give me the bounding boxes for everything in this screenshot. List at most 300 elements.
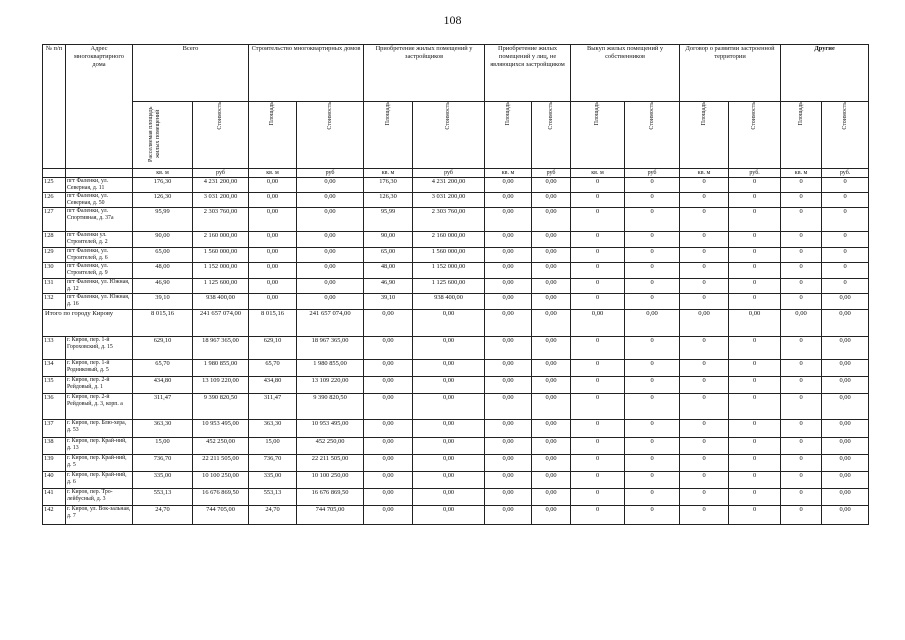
header-subcolumn	[729, 102, 781, 169]
row-value: 0	[625, 232, 680, 248]
row-value: 0,00	[729, 310, 781, 337]
row-value: 0	[571, 248, 625, 263]
table-row	[43, 279, 869, 294]
row-value: 0	[781, 232, 822, 248]
row-value: 24,70	[133, 506, 193, 525]
row-address: г. Киров, ул. Вок-зальная, д. 7	[66, 506, 133, 525]
row-value: 0,00	[532, 438, 571, 455]
row-address: пгт Фаленки, ул. Северная, д. 50	[66, 193, 133, 208]
row-value: 0	[729, 193, 781, 208]
row-value: 0	[571, 438, 625, 455]
row-value: 0	[729, 420, 781, 438]
table-row	[43, 208, 869, 232]
row-value: 0,00	[532, 294, 571, 310]
row-value: 4 231 200,00	[193, 178, 249, 193]
row-value: 0,00	[532, 310, 571, 337]
row-value: 363,30	[133, 420, 193, 438]
row-value: 39,10	[133, 294, 193, 310]
row-value: 13 109 220,00	[297, 377, 364, 394]
header-subcolumn-label: Площадь	[384, 102, 391, 126]
unit-label: руб.	[822, 169, 869, 178]
row-address: г. Киров, пер. Край-ний, д. 6	[66, 472, 133, 489]
header-subcolumn-label: Стоимость	[751, 102, 758, 130]
units-blank	[66, 169, 133, 178]
row-number: 140	[43, 472, 66, 489]
row-value: 0	[822, 263, 869, 279]
header-group: Строительство многоквартирных домов	[249, 45, 364, 102]
row-value: 10 953 495,00	[297, 420, 364, 438]
row-value: 0,00	[249, 279, 297, 294]
row-number: 134	[43, 360, 66, 377]
row-value: 736,70	[133, 455, 193, 472]
row-value: 553,13	[249, 489, 297, 506]
row-value: 0	[729, 506, 781, 525]
row-value: 0	[571, 232, 625, 248]
row-value: 1 125 600,00	[413, 279, 485, 294]
header-subcolumn-label: Площадь	[700, 102, 707, 126]
row-value: 0,00	[364, 310, 413, 337]
row-value: 0	[729, 455, 781, 472]
row-value: 0,00	[485, 438, 532, 455]
row-value: 0,00	[485, 279, 532, 294]
row-value: 0	[680, 489, 729, 506]
row-value: 311,47	[249, 394, 297, 420]
row-value: 8 015,16	[133, 310, 193, 337]
row-value: 0	[625, 360, 680, 377]
row-value: 95,99	[364, 208, 413, 232]
row-value: 0,00	[297, 178, 364, 193]
table-row	[43, 294, 869, 310]
row-value: 938 400,00	[413, 294, 485, 310]
table-row	[43, 193, 869, 208]
row-value: 16 676 869,50	[297, 489, 364, 506]
row-value: 0	[781, 394, 822, 420]
row-value: 0,00	[532, 377, 571, 394]
row-value: 0,00	[297, 279, 364, 294]
row-value: 0	[781, 472, 822, 489]
row-value: 1 560 000,00	[193, 248, 249, 263]
row-value: 744 705,00	[193, 506, 249, 525]
header-subcolumn	[822, 102, 869, 169]
header-subcolumn	[193, 102, 249, 169]
row-value: 0,00	[822, 294, 869, 310]
row-value: 0	[729, 360, 781, 377]
row-value: 2 303 760,00	[193, 208, 249, 232]
row-value: 0,00	[822, 310, 869, 337]
row-value: 0	[781, 337, 822, 360]
row-address: г. Киров, пер. Край-ний, д. 5	[66, 455, 133, 472]
row-value: 0	[729, 472, 781, 489]
row-value: 126,30	[133, 193, 193, 208]
row-value: 3 031 200,00	[193, 193, 249, 208]
row-number: 135	[43, 377, 66, 394]
row-address: г. Киров, пер. Тро-лейбусный, д. 3	[66, 489, 133, 506]
row-value: 2 303 760,00	[413, 208, 485, 232]
row-value: 0	[729, 232, 781, 248]
row-value: 46,90	[364, 279, 413, 294]
row-value: 0,00	[485, 232, 532, 248]
row-value: 0,00	[297, 208, 364, 232]
row-value: 0,00	[485, 178, 532, 193]
row-value: 0,00	[532, 337, 571, 360]
header-subcolumn-label: Площадь	[269, 102, 276, 126]
unit-label: кв. м	[571, 169, 625, 178]
row-number: 141	[43, 489, 66, 506]
row-value: 0,00	[822, 438, 869, 455]
row-value: 0,00	[413, 472, 485, 489]
row-value: 0,00	[413, 489, 485, 506]
row-value: 744 705,00	[297, 506, 364, 525]
row-value: 0,00	[249, 294, 297, 310]
row-value: 241 657 074,00	[193, 310, 249, 337]
row-value: 0	[729, 294, 781, 310]
row-value: 0,00	[485, 377, 532, 394]
header-subcolumn-label: Площадь	[797, 102, 804, 126]
row-value: 0	[625, 377, 680, 394]
row-value: 335,00	[133, 472, 193, 489]
row-value: 65,70	[133, 360, 193, 377]
row-number: 128	[43, 232, 66, 248]
table-body	[43, 178, 869, 525]
row-value: 452 250,00	[297, 438, 364, 455]
row-number: 139	[43, 455, 66, 472]
row-value: 0,00	[532, 279, 571, 294]
row-value: 0,00	[571, 310, 625, 337]
row-value: 1 980 855,00	[193, 360, 249, 377]
row-value: 0,00	[413, 438, 485, 455]
row-value: 0	[571, 208, 625, 232]
unit-label: кв. м	[249, 169, 297, 178]
row-value: 629,10	[133, 337, 193, 360]
row-number: 137	[43, 420, 66, 438]
unit-label: кв. м	[364, 169, 413, 178]
header-number: № п/п	[43, 45, 66, 169]
row-value: 10 100 250,00	[193, 472, 249, 489]
row-value: 0,00	[485, 360, 532, 377]
row-number: 127	[43, 208, 66, 232]
header-subcolumn	[485, 102, 532, 169]
row-value: 0,00	[364, 360, 413, 377]
row-value: 0	[729, 489, 781, 506]
row-address: г. Киров, пер. 2-й Рейдовый, д. 1	[66, 377, 133, 394]
row-value: 0,00	[680, 310, 729, 337]
row-value: 0,00	[485, 208, 532, 232]
row-number: 142	[43, 506, 66, 525]
row-value: 0,00	[822, 472, 869, 489]
row-value: 0	[781, 248, 822, 263]
row-value: 24,70	[249, 506, 297, 525]
row-address: г. Киров, пер. 1-й Родниковый, д. 5	[66, 360, 133, 377]
row-value: 0	[729, 178, 781, 193]
header-subcolumn	[297, 102, 364, 169]
row-value: 0,00	[364, 438, 413, 455]
row-value: 0	[781, 438, 822, 455]
row-value: 0,00	[413, 377, 485, 394]
row-value: 0	[680, 232, 729, 248]
row-value: 0,00	[364, 455, 413, 472]
row-value: 0,00	[364, 394, 413, 420]
row-value: 0	[680, 208, 729, 232]
row-number: 131	[43, 279, 66, 294]
row-value: 0,00	[297, 294, 364, 310]
row-value: 8 015,16	[249, 310, 297, 337]
row-value: 15,00	[133, 438, 193, 455]
header-subcolumn-label: Площадь	[594, 102, 601, 126]
row-value: 0	[625, 193, 680, 208]
row-value: 0,00	[364, 489, 413, 506]
header-group: Другие	[781, 45, 869, 102]
row-value: 0	[729, 279, 781, 294]
header-row-groups	[43, 45, 869, 102]
row-address: пгт Фаленки, ул. Строителей, д. 9	[66, 263, 133, 279]
row-value: 0,00	[297, 263, 364, 279]
row-value: 0	[781, 279, 822, 294]
row-value: 0,00	[485, 310, 532, 337]
row-value: 0,00	[485, 455, 532, 472]
row-number: 132	[43, 294, 66, 310]
unit-label: кв. м	[485, 169, 532, 178]
row-address: г. Киров, пер. 1-й Гороховский, д. 15	[66, 337, 133, 360]
row-value: 0	[729, 263, 781, 279]
row-value: 0	[625, 420, 680, 438]
row-value: 2 160 000,00	[413, 232, 485, 248]
table-row	[43, 248, 869, 263]
row-value: 0,00	[249, 248, 297, 263]
row-value: 0	[781, 193, 822, 208]
row-value: 9 390 820,50	[297, 394, 364, 420]
header-group: Выкуп жилых помещений у собственников	[571, 45, 680, 102]
row-value: 48,00	[364, 263, 413, 279]
row-value: 0	[729, 337, 781, 360]
row-value: 0	[571, 263, 625, 279]
table-row	[43, 506, 869, 525]
row-value: 0,00	[485, 420, 532, 438]
row-value: 0,00	[532, 489, 571, 506]
row-value: 0,00	[249, 232, 297, 248]
row-value: 0,00	[413, 337, 485, 360]
row-value: 0	[625, 472, 680, 489]
row-value: 0,00	[532, 208, 571, 232]
header-subcolumn	[413, 102, 485, 169]
row-value: 0,00	[297, 193, 364, 208]
table-row	[43, 472, 869, 489]
row-value: 363,30	[249, 420, 297, 438]
row-value: 0	[680, 337, 729, 360]
row-value: 10 953 495,00	[193, 420, 249, 438]
row-value: 0	[571, 506, 625, 525]
row-value: 3 031 200,00	[413, 193, 485, 208]
row-value: 22 211 505,00	[193, 455, 249, 472]
total-label: Итого по городу Кирову	[43, 310, 133, 337]
header-group: Всего	[133, 45, 249, 102]
row-value: 176,30	[364, 178, 413, 193]
header-subcolumn	[625, 102, 680, 169]
row-number: 133	[43, 337, 66, 360]
row-value: 0	[625, 455, 680, 472]
row-value: 0,00	[485, 506, 532, 525]
table-row	[43, 178, 869, 193]
row-value: 0	[571, 420, 625, 438]
header-group: Приобретение жилых помещений у лиц, не являющихся застройщиком	[485, 45, 571, 102]
row-value: 0,00	[532, 455, 571, 472]
row-value: 434,80	[133, 377, 193, 394]
row-value: 0,00	[364, 377, 413, 394]
row-value: 0	[680, 248, 729, 263]
header-address: Адрес многоквартирного дома	[66, 45, 133, 169]
row-value: 15,00	[249, 438, 297, 455]
row-value: 0,00	[485, 294, 532, 310]
row-value: 0	[625, 279, 680, 294]
row-value: 0,00	[485, 394, 532, 420]
page-number: 108	[443, 13, 462, 27]
row-value: 0,00	[249, 263, 297, 279]
row-address: г. Киров, пер. 2-й Рейдовый, д. 3, корп. а	[66, 394, 133, 420]
table-row	[43, 489, 869, 506]
unit-label: руб	[297, 169, 364, 178]
row-value: 0,00	[532, 394, 571, 420]
row-value: 0	[822, 193, 869, 208]
row-value: 0	[680, 506, 729, 525]
row-value: 0	[571, 360, 625, 377]
table-row	[43, 377, 869, 394]
row-address: г. Киров, пер. Край-ний, д. 13	[66, 438, 133, 455]
row-value: 10 100 250,00	[297, 472, 364, 489]
row-value: 48,00	[133, 263, 193, 279]
row-value: 1 980 855,00	[297, 360, 364, 377]
row-value: 0,00	[485, 489, 532, 506]
row-value: 0,00	[532, 193, 571, 208]
header-subcolumn-label: Стоимость	[326, 102, 333, 130]
row-number: 136	[43, 394, 66, 420]
row-value: 0,00	[297, 232, 364, 248]
table-row	[43, 337, 869, 360]
row-value: 0,00	[413, 394, 485, 420]
row-value: 0	[729, 208, 781, 232]
table-row	[43, 263, 869, 279]
row-value: 0	[729, 394, 781, 420]
row-value: 176,30	[133, 178, 193, 193]
row-value: 0,00	[364, 472, 413, 489]
header-subcolumn-label: Стоимость	[648, 102, 655, 130]
row-value: 18 967 365,00	[193, 337, 249, 360]
row-value: 0,00	[822, 455, 869, 472]
row-value: 0	[729, 377, 781, 394]
row-value: 13 109 220,00	[193, 377, 249, 394]
row-value: 0,00	[413, 360, 485, 377]
row-value: 0,00	[364, 337, 413, 360]
row-value: 0	[625, 263, 680, 279]
row-value: 0	[680, 455, 729, 472]
row-value: 9 390 820,50	[193, 394, 249, 420]
row-value: 0	[680, 263, 729, 279]
row-value: 46,90	[133, 279, 193, 294]
unit-label: кв. м	[781, 169, 822, 178]
row-value: 0,00	[485, 472, 532, 489]
row-value: 0,00	[822, 420, 869, 438]
unit-label: руб.	[729, 169, 781, 178]
table-row	[43, 420, 869, 438]
row-value: 65,70	[249, 360, 297, 377]
row-value: 2 160 000,00	[193, 232, 249, 248]
header-subcolumn	[571, 102, 625, 169]
row-value: 0	[625, 337, 680, 360]
row-value: 22 211 505,00	[297, 455, 364, 472]
row-value: 0,00	[822, 360, 869, 377]
row-value: 0	[822, 279, 869, 294]
row-value: 90,00	[364, 232, 413, 248]
header-group: Договор о развитии застроенной территории	[680, 45, 781, 102]
row-value: 0,00	[249, 178, 297, 193]
row-value: 0,00	[249, 208, 297, 232]
row-value: 0	[571, 279, 625, 294]
row-value: 0,00	[822, 506, 869, 525]
header-row-units	[43, 169, 869, 178]
row-value: 0,00	[781, 310, 822, 337]
unit-label: кв. м	[133, 169, 193, 178]
table-row	[43, 455, 869, 472]
row-value: 0	[781, 489, 822, 506]
row-value: 0	[680, 377, 729, 394]
row-value: 0	[729, 248, 781, 263]
row-value: 0	[625, 506, 680, 525]
row-value: 0	[822, 232, 869, 248]
row-value: 0,00	[532, 506, 571, 525]
header-subcolumn	[680, 102, 729, 169]
row-value: 0	[571, 489, 625, 506]
row-value: 65,00	[364, 248, 413, 263]
row-value: 0	[781, 455, 822, 472]
row-address: пгт Фаленки, ул. Северная, д. 11	[66, 178, 133, 193]
row-value: 39,10	[364, 294, 413, 310]
row-value: 0,00	[532, 248, 571, 263]
row-value: 0	[625, 208, 680, 232]
row-value: 241 657 074,00	[297, 310, 364, 337]
row-value: 0	[625, 438, 680, 455]
header-subcolumn-label: Стоимость	[547, 102, 554, 130]
row-value: 0,00	[532, 263, 571, 279]
header-subcolumn-label: Расселяемая площадь жилых помещений	[147, 106, 161, 162]
row-value: 0,00	[532, 472, 571, 489]
row-value: 0,00	[822, 377, 869, 394]
row-value: 0	[781, 294, 822, 310]
row-value: 1 560 000,00	[413, 248, 485, 263]
row-value: 0	[625, 178, 680, 193]
row-number: 125	[43, 178, 66, 193]
row-value: 0,00	[822, 337, 869, 360]
header-subcolumn	[133, 102, 193, 169]
row-value: 1 152 000,00	[193, 263, 249, 279]
row-value: 0	[680, 178, 729, 193]
row-value: 0	[680, 360, 729, 377]
header-subcolumn	[364, 102, 413, 169]
row-value: 0,00	[532, 360, 571, 377]
row-number: 129	[43, 248, 66, 263]
row-value: 0,00	[532, 178, 571, 193]
row-value: 0	[680, 279, 729, 294]
row-value: 0,00	[485, 193, 532, 208]
row-value: 0,00	[822, 489, 869, 506]
header-subcolumn-label: Стоимость	[445, 102, 452, 130]
row-value: 0	[680, 394, 729, 420]
row-value: 0	[781, 420, 822, 438]
row-value: 311,47	[133, 394, 193, 420]
row-value: 0,00	[532, 420, 571, 438]
row-value: 0	[625, 489, 680, 506]
row-value: 0	[781, 506, 822, 525]
row-value: 0	[571, 337, 625, 360]
table-row	[43, 232, 869, 248]
row-value: 0	[822, 208, 869, 232]
